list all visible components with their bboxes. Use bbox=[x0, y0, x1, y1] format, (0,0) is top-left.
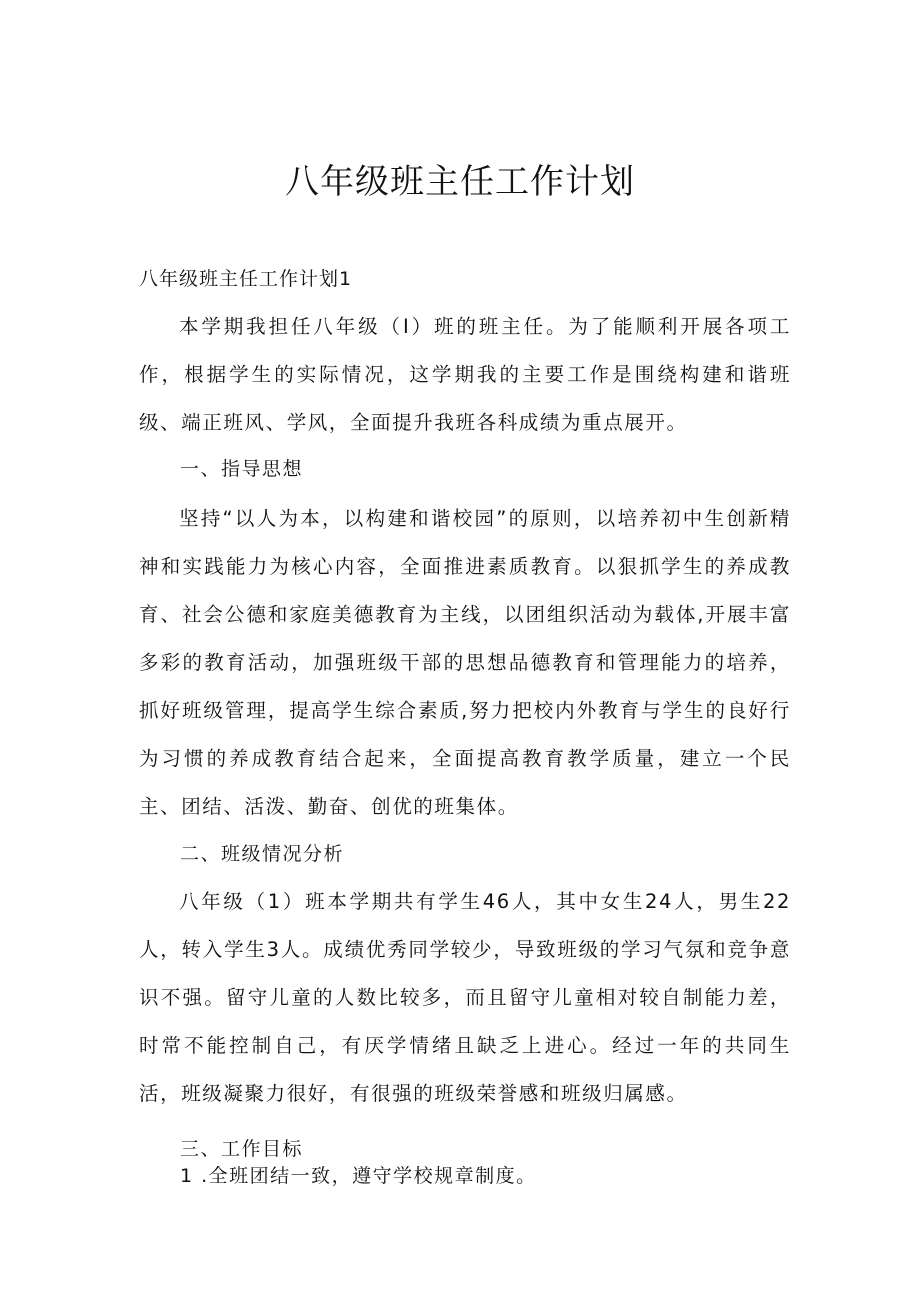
intro-paragraph: 本学期我担任八年级（I）班的班主任。为了能顺利开展各项工作，根据学生的实际情况，这学期我的主要工作是围绕构建和谐班级、端正班风、学风，全面提升我班各科成绩为重点展开。 bbox=[139, 315, 791, 434]
section-heading-work-goals: 三、工作目标 bbox=[180, 1138, 304, 1160]
document-title: 八年级班主任工作计划 bbox=[285, 162, 635, 202]
document-subheading: 八年级班主任工作计划1 bbox=[139, 268, 353, 290]
section-heading-class-analysis: 二、班级情况分析 bbox=[180, 843, 345, 865]
section-paragraph-guiding-ideology: 坚持“以人为本，以构建和谐校园”的原则，以培养初中生创新精神和实践能力为核心内容，全面推进素质教育。以狠抓学生的养成教育、社会公德和家庭美德教育为主线，以团组织活动为载体,开展丰富多彩的教育活动，加强班级干部的思想品德教育和管理能力的培养，抓好班级管理，提高学生综合素质,努力把校内外教育与学生的良好行为习惯的养成教育结合起来，全面提高教育教学质量，建立一个民主、团结、活泼、勤奋、创优的班集体。 bbox=[139, 507, 791, 818]
section-heading-guiding-ideology: 一、指导思想 bbox=[180, 458, 304, 480]
work-goal-item: 1 .全班团结一致，遵守学校规章制度。 bbox=[180, 1165, 537, 1187]
section-paragraph-class-analysis: 八年级（1）班本学期共有学生46人，其中女生24人，男生22人，转入学生3人。成绩优秀同学较少，导致班级的学习气氛和竞争意识不强。留守儿童的人数比较多，而且留守儿童相对较自制能力差，时常不能控制自己，有厌学情绪且缺乏上进心。经过一年的共同生活，班级凝聚力很好，有很强的班级荣誉感和班级归属感。 bbox=[139, 890, 791, 1105]
